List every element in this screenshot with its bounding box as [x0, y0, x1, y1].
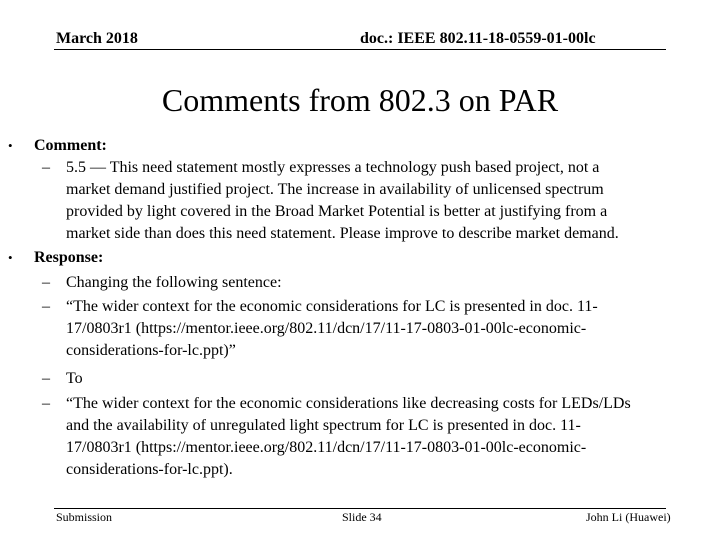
- text-line: “The wider context for the economic considerations like decreasing costs for LEDs/LDs: [66, 395, 631, 412]
- footer-slide-number: Slide 34: [342, 510, 382, 524]
- text-line: considerations-for-lc.ppt)”: [66, 342, 236, 359]
- dash-marker: –: [42, 395, 50, 412]
- dash-marker: –: [42, 274, 50, 291]
- dash-marker: –: [42, 298, 50, 315]
- comment-item: [42, 157, 702, 245]
- header-date: March 2018: [56, 30, 138, 47]
- slide-title: Comments from 802.3 on PAR: [161, 82, 559, 118]
- bullet-marker-response: •: [8, 250, 13, 265]
- dash-marker: –: [42, 370, 50, 387]
- text-line: considerations-for-lc.ppt).: [66, 461, 233, 478]
- response-item: [42, 393, 702, 481]
- dash-marker: –: [42, 159, 50, 176]
- response-item-text: [66, 368, 702, 390]
- header-doc-id: doc.: IEEE 802.11-18-0559-01-00lc: [360, 30, 596, 47]
- response-item: [42, 368, 702, 390]
- text-line: To: [66, 370, 83, 387]
- text-line: market demand justified project. The increase in availability of unlicensed spectrum: [66, 181, 604, 198]
- comment-item-text: [66, 157, 702, 245]
- comment-heading: Comment:: [34, 137, 107, 154]
- response-item: [42, 272, 702, 294]
- footer-author: John Li (Huawei): [586, 510, 671, 524]
- response-item-text: [66, 393, 702, 481]
- text-line: 5.5 — This need statement mostly expresses a technology push based project, not a: [66, 159, 600, 176]
- text-line: “The wider context for the economic considerations for LC is presented in doc. 11-: [66, 298, 598, 315]
- header-divider: [54, 49, 666, 50]
- response-heading: Response:: [34, 249, 104, 266]
- text-line: 17/0803r1 (https://mentor.ieee.org/802.11/dcn/17/11-17-0803-01-00lc-economic-: [66, 439, 587, 456]
- response-item-text: [66, 296, 702, 362]
- response-item: [42, 296, 702, 362]
- footer-submission: Submission: [56, 510, 113, 524]
- text-line: market side than does this need statement. Please improve to describe market demand.: [66, 225, 619, 242]
- bullet-marker-comment: •: [8, 138, 13, 153]
- text-line: provided by light covered in the Broad Market Potential is better at justifying from a: [66, 203, 608, 220]
- text-line: Changing the following sentence:: [66, 274, 282, 291]
- response-item-text: [66, 272, 702, 294]
- text-line: and the availability of unregulated light spectrum for LC is presented in doc. 11-: [66, 417, 581, 434]
- text-line: 17/0803r1 (https://mentor.ieee.org/802.11/dcn/17/11-17-0803-01-00lc-economic-: [66, 320, 587, 337]
